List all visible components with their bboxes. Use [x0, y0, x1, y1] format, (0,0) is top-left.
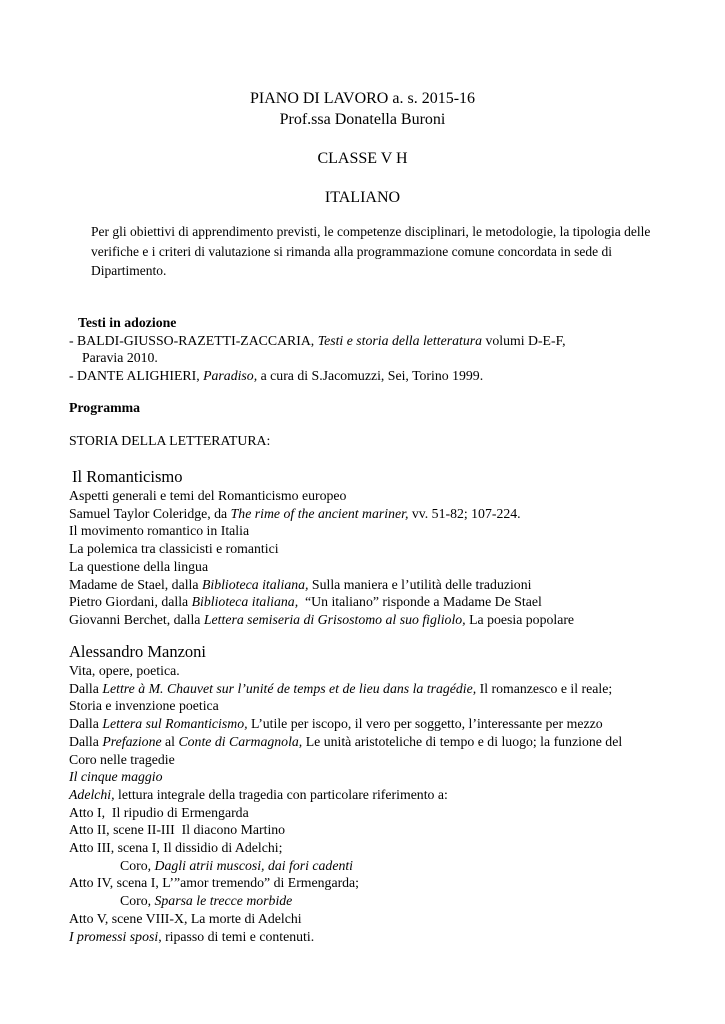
list-item: Atto I, Il ripudio di Ermengarda — [69, 804, 249, 820]
list-item: Adelchi, lettura integrale della tragedia con particolare riferimento a: — [69, 786, 448, 802]
programma-heading: Programma — [69, 400, 141, 415]
list-item: Dalla Prefazione al Conte di Carmagnola, Le unità aristoteliche di tempo e di luogo; la funzione del — [69, 733, 623, 749]
subject-name: ITALIANO — [324, 189, 401, 206]
intro-paragraph: Per gli obiettivi di apprendimento previsti, le competenze disciplinari, le metodologie, la tipologia delle verifiche e i criteri di valutazione si rimanda alla programmazione comune concordata in sede di Dipartimento. — [91, 224, 651, 278]
list-item: Coro nelle tragedie — [69, 751, 175, 767]
list-item: Vita, opere, poetica. — [69, 663, 180, 678]
class-name: CLASSE V H — [317, 150, 408, 167]
list-item: Dalla Lettera sul Romanticismo, L’utile per iscopo, il vero per soggetto, l’interessante per mezzo — [69, 716, 603, 732]
document-title: PIANO DI LAVORO a. s. 2015-16 — [249, 90, 476, 107]
list-item: La polemica tra classicisti e romantici — [69, 541, 279, 557]
testi-item-1: - BALDI-GIUSSO-RAZETTI-ZACCARIA, Testi e storia della letteratura volumi D-E-F, — [69, 332, 566, 348]
list-item: Atto IV, scena I, L’”amor tremendo” di Ermengarda; — [69, 875, 360, 891]
testi-section — [69, 314, 709, 385]
manzoni-heading: Alessandro Manzoni — [69, 642, 207, 661]
list-item: Madame de Stael, dalla Biblioteca italiana, Sulla maniera e l’utilità delle traduzioni — [69, 576, 532, 592]
manzoni-section — [69, 642, 709, 945]
testi-item-1-publisher: Paravia 2010. — [82, 350, 158, 366]
list-item: Dalla Lettre à M. Chauvet sur l’unité de temps et de lieu dans la tragédie, Il romanzesco e il reale; — [69, 680, 613, 696]
testi-item-2: - DANTE ALIGHIERI, Paradiso, a cura di S.Jacomuzzi, Sei, Torino 1999. — [69, 368, 484, 384]
romanticismo-section — [69, 467, 709, 629]
list-item: Atto V, scene VIII-X, La morte di Adelchi — [69, 910, 302, 926]
list-item: Atto III, scena I, Il dissidio di Adelchi; — [69, 840, 283, 856]
list-item: Storia e invenzione poetica — [69, 698, 219, 714]
list-item: La questione della lingua — [69, 558, 209, 574]
list-item: Pietro Giordani, dalla Biblioteca italiana, “Un italiano” risponde a Madame De Stael — [69, 594, 542, 610]
list-item: Coro, Sparsa le trecce morbide — [120, 893, 293, 909]
storia-heading: STORIA DELLA LETTERATURA: — [69, 433, 271, 448]
testi-heading: Testi in adozione — [78, 315, 177, 330]
list-item: Il cinque maggio — [69, 769, 163, 785]
list-item: Coro, Dagli atrii muscosi, dai fori cadenti — [120, 857, 354, 873]
list-item: Samuel Taylor Coleridge, da The rime of the ancient mariner, vv. 51-82; 107-224. — [69, 505, 521, 521]
list-item: Aspetti generali e temi del Romanticismo europeo — [69, 488, 347, 503]
list-item: I promessi sposi, ripasso di temi e contenuti. — [69, 928, 315, 944]
list-item: Il movimento romantico in Italia — [69, 523, 250, 539]
list-item: Giovanni Berchet, dalla Lettera semiseria di Grisostomo al suo figliolo, La poesia popolare — [69, 611, 575, 627]
teacher-name: Prof.ssa Donatella Buroni — [279, 111, 446, 128]
romanticismo-heading: Il Romanticismo — [72, 467, 183, 486]
list-item: Atto II, scene II-III Il diacono Martino — [69, 822, 286, 838]
